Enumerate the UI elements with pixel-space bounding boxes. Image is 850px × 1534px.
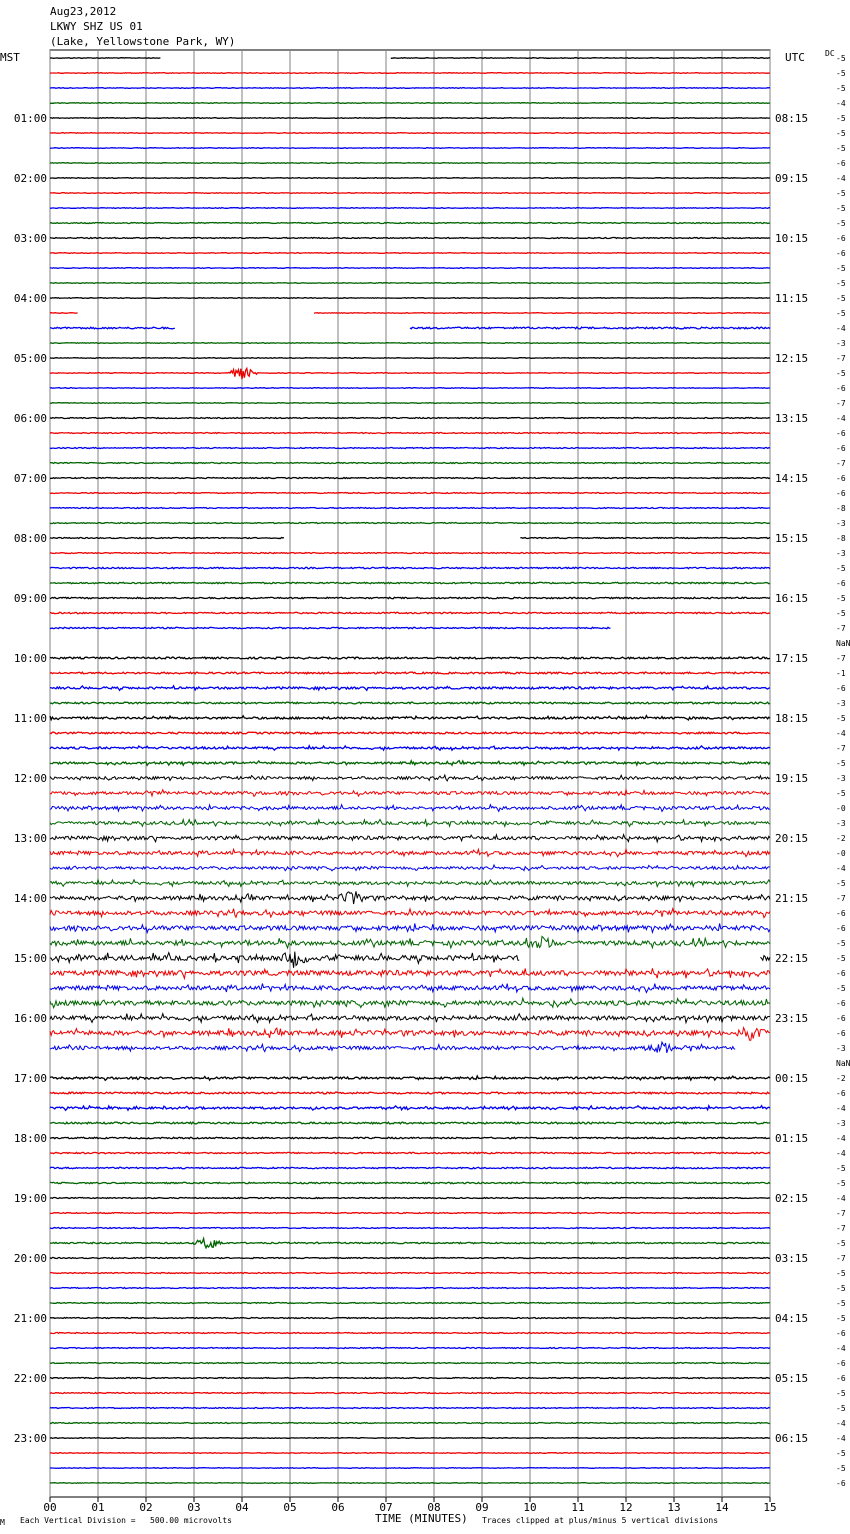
x-tick-label: 07 (379, 1501, 393, 1514)
trace-red (50, 1092, 770, 1094)
trace-green (50, 343, 770, 344)
left-hour-label: 13:00 (13, 832, 47, 845)
dc-offset-value: -5 (836, 1284, 846, 1293)
trace-black (50, 298, 770, 299)
x-tick-label: 02 (139, 1501, 153, 1514)
trace-black (50, 238, 770, 239)
dc-offset-value: -6 (836, 429, 846, 438)
right-hour-label: 05:15 (775, 1372, 809, 1385)
trace-black (50, 58, 160, 59)
x-tick-label: 00 (43, 1501, 57, 1514)
right-hour-label: 02:15 (775, 1192, 809, 1205)
trace-blue (50, 1167, 770, 1168)
dc-offset-value: NaN (836, 1059, 850, 1068)
trace-blue (50, 924, 770, 933)
trace-black (50, 1258, 770, 1259)
trace-black (50, 597, 770, 598)
dc-offset-value: -5 (836, 264, 846, 273)
trace-blue (50, 627, 610, 628)
trace-red (50, 1453, 770, 1454)
dc-offset-value: -4 (836, 1434, 846, 1443)
trace-red (50, 612, 770, 613)
trace-green (50, 1122, 770, 1124)
x-tick-label: 08 (427, 1501, 441, 1514)
dc-offset-value: -4 (836, 1149, 846, 1158)
left-hour-label: 18:00 (13, 1132, 47, 1145)
dc-offset-value: -5 (836, 309, 846, 318)
trace-green (50, 1182, 770, 1183)
right-hour-label: 15:15 (775, 532, 809, 545)
trace-green (50, 403, 770, 404)
dc-offset-value: -7 (836, 1254, 846, 1263)
dc-offset-value: -7 (836, 399, 846, 408)
right-hour-label: 14:15 (775, 472, 809, 485)
dc-offset-value: -5 (836, 294, 846, 303)
dc-offset-value: -5 (836, 189, 846, 198)
trace-red (50, 493, 770, 494)
right-hour-label: 11:15 (775, 292, 809, 305)
trace-green (50, 998, 770, 1008)
trace-red (50, 849, 770, 856)
trace-black (50, 716, 770, 720)
left-hour-label: 09:00 (13, 592, 47, 605)
station-location: (Lake, Yellowstone Park, WY) (50, 35, 236, 48)
dc-offset-value: -6 (836, 444, 846, 453)
dc-offset-value: -5 (836, 84, 846, 93)
trace-black (50, 1438, 770, 1439)
trace-blue (50, 508, 770, 509)
trace-green (50, 702, 770, 704)
dc-offset-value: -7 (836, 894, 846, 903)
seismic-traces (50, 58, 770, 1484)
trace-green (50, 223, 770, 224)
x-tick-label: 09 (475, 1501, 489, 1514)
dc-offset-value: NaN (836, 639, 850, 648)
dc-offset-value: -4 (836, 99, 846, 108)
trace-blue (50, 208, 770, 209)
left-hour-label: 05:00 (13, 352, 47, 365)
right-hour-label: 22:15 (775, 952, 809, 965)
trace-green (50, 463, 770, 464)
trace-black (50, 478, 770, 479)
x-tick-label: 13 (667, 1501, 681, 1514)
dc-offset-value: -3 (836, 1119, 846, 1128)
dc-offset-value: -7 (836, 459, 846, 468)
trace-red (50, 1152, 770, 1153)
trace-red (50, 313, 78, 314)
right-hour-label: 08:15 (775, 112, 809, 125)
x-tick-label: 04 (235, 1501, 249, 1514)
trace-green (50, 820, 770, 827)
dc-offset-value: -6 (836, 1479, 846, 1488)
dc-offset-value: -4 (836, 414, 846, 423)
trace-blue (50, 567, 770, 568)
dc-offset-value: -5 (836, 129, 846, 138)
trace-black (520, 538, 770, 539)
trace-green (50, 1363, 770, 1364)
trace-blue (410, 327, 770, 329)
dc-offset-value: -5 (836, 714, 846, 723)
dc-offset-value: -7 (836, 354, 846, 363)
right-hour-label: 23:15 (775, 1012, 809, 1025)
trace-red (50, 1028, 770, 1041)
dc-offset-value: -5 (836, 69, 846, 78)
dc-offset-value: -6 (836, 579, 846, 588)
dc-offset-value: -6 (836, 1089, 846, 1098)
dc-offset-value: -8 (836, 534, 846, 543)
trace-red (50, 1333, 770, 1334)
dc-offset-value: -5 (836, 609, 846, 618)
left-hour-label: 17:00 (13, 1072, 47, 1085)
right-hour-label: 20:15 (775, 832, 809, 845)
dc-offset-value: -5 (836, 954, 846, 963)
dc-offset-value: -7 (836, 744, 846, 753)
right-timezone-label: UTC (785, 51, 805, 64)
dc-offset-value: -3 (836, 1044, 846, 1053)
x-tick-label: 14 (715, 1501, 729, 1514)
dc-offset-value: -4 (836, 1104, 846, 1113)
dc-offset-value: -6 (836, 1014, 846, 1023)
trace-blue (50, 984, 770, 993)
dc-offset-value: -5 (836, 54, 846, 63)
left-hour-label: 07:00 (13, 472, 47, 485)
trace-green (50, 1303, 770, 1304)
dc-offset-value: -5 (836, 1164, 846, 1173)
vertical-division-note: Each Vertical Division = 500.00 microvolts (20, 1516, 232, 1525)
trace-red (50, 968, 770, 978)
left-hour-label: 16:00 (13, 1012, 47, 1025)
trace-red (50, 909, 770, 918)
trace-red (50, 1273, 770, 1274)
trace-blue (50, 1468, 770, 1469)
dc-offset-value: -3 (836, 339, 846, 348)
trace-red (50, 73, 770, 74)
dc-offset-value: -5 (836, 144, 846, 153)
x-tick-label: 01 (91, 1501, 105, 1514)
dc-offset-value: -4 (836, 1344, 846, 1353)
trace-green (50, 880, 770, 887)
right-hour-label: 10:15 (775, 232, 809, 245)
trace-blue (50, 1348, 770, 1349)
trace-blue (50, 148, 770, 149)
trace-blue (50, 327, 175, 329)
trace-green (50, 1239, 770, 1248)
trace-green (50, 1483, 770, 1484)
dc-offset-value: -6 (836, 1374, 846, 1383)
left-hour-label: 02:00 (13, 172, 47, 185)
dc-offset-value: -3 (836, 549, 846, 558)
axis-labels (14, 54, 850, 1514)
trace-black (50, 1378, 770, 1379)
trace-blue (50, 1288, 770, 1289)
left-hour-label: 20:00 (13, 1252, 47, 1265)
dc-offset-value: -5 (836, 594, 846, 603)
right-hour-label: 03:15 (775, 1252, 809, 1265)
left-hour-label: 01:00 (13, 112, 47, 125)
dc-offset-value: -7 (836, 1224, 846, 1233)
trace-black (50, 1076, 770, 1080)
dc-offset-value: -6 (836, 909, 846, 918)
trace-black (50, 418, 770, 419)
x-tick-label: 03 (187, 1501, 201, 1514)
trace-blue (50, 805, 770, 812)
trace-black (50, 657, 770, 659)
dc-offset-value: -5 (836, 789, 846, 798)
trace-red (50, 553, 770, 554)
dc-offset-value: -6 (836, 234, 846, 243)
left-hour-label: 22:00 (13, 1372, 47, 1385)
left-hour-label: 15:00 (13, 952, 47, 965)
left-hour-label: 23:00 (13, 1432, 47, 1445)
trace-black (50, 1318, 770, 1319)
dc-offset-value: -5 (836, 759, 846, 768)
left-hour-label: 08:00 (13, 532, 47, 545)
dc-offset-value: -7 (836, 654, 846, 663)
dc-offset-value: -6 (836, 384, 846, 393)
dc-offset-value: -3 (836, 774, 846, 783)
trace-black (391, 58, 770, 59)
station-id: LKWY SHZ US 01 (50, 20, 143, 33)
left-timezone-label: MST (0, 51, 20, 64)
trace-black (50, 178, 770, 179)
dc-offset-value: -5 (836, 1239, 846, 1248)
dc-offset-value: -6 (836, 999, 846, 1008)
x-tick-label: 05 (283, 1501, 297, 1514)
dc-offset-value: -5 (836, 1389, 846, 1398)
trace-red (50, 1393, 770, 1394)
trace-black (50, 835, 770, 842)
left-hour-label: 19:00 (13, 1192, 47, 1205)
dc-offset-value: -3 (836, 699, 846, 708)
trace-black (50, 891, 770, 904)
trace-blue (50, 746, 770, 750)
dc-offset-value: -6 (836, 924, 846, 933)
x-tick-label: 10 (523, 1501, 537, 1514)
dc-offset-value: -6 (836, 969, 846, 978)
dc-offset-value: -6 (836, 684, 846, 693)
trace-red (50, 732, 770, 734)
trace-red (50, 193, 770, 194)
trace-blue (50, 865, 770, 871)
trace-green (50, 523, 770, 524)
dc-offset-value: -5 (836, 939, 846, 948)
dc-offset-value: -5 (836, 1314, 846, 1323)
left-hour-label: 21:00 (13, 1312, 47, 1325)
x-axis-title: TIME (MINUTES) (375, 1512, 468, 1525)
right-hour-label: 19:15 (775, 772, 809, 785)
trace-green (50, 582, 770, 583)
dc-offset-value: -5 (836, 1449, 846, 1458)
dc-offset-value: -3 (836, 819, 846, 828)
trace-blue (50, 1042, 735, 1053)
trace-black (50, 952, 519, 968)
trace-blue (50, 448, 770, 449)
dc-offset-value: -0 (836, 804, 846, 813)
left-hour-label: 10:00 (13, 652, 47, 665)
dc-offset-value: -5 (836, 984, 846, 993)
x-tick-label: 06 (331, 1501, 345, 1514)
dc-offset-value: -5 (836, 279, 846, 288)
dc-offset-value: -5 (836, 204, 846, 213)
dc-offset-value: -6 (836, 1359, 846, 1368)
dc-offset-value: -7 (836, 624, 846, 633)
left-hour-label: 03:00 (13, 232, 47, 245)
trace-black (50, 1137, 770, 1138)
dc-offset-value: -5 (836, 114, 846, 123)
dc-offset-value: -6 (836, 1329, 846, 1338)
trace-red (50, 1213, 770, 1214)
dc-offset-value: -1 (836, 669, 846, 678)
dc-offset-value: -4 (836, 729, 846, 738)
dc-offset-value: -5 (836, 1269, 846, 1278)
dc-offset-value: -5 (836, 879, 846, 888)
trace-green (50, 1423, 770, 1424)
dc-offset-value: -4 (836, 1419, 846, 1428)
dc-offset-value: -5 (836, 1464, 846, 1473)
dc-offset-value: -2 (836, 1074, 846, 1083)
trace-black (760, 956, 770, 961)
trace-black (50, 538, 284, 539)
trace-blue (50, 1408, 770, 1409)
trace-red (50, 433, 770, 434)
right-hour-label: 18:15 (775, 712, 809, 725)
right-hour-label: 16:15 (775, 592, 809, 605)
x-tick-label: 15 (763, 1501, 777, 1514)
clip-note: Traces clipped at plus/minus 5 vertical divisions (482, 1516, 719, 1525)
plot-date: Aug23,2012 (50, 5, 117, 18)
right-hour-label: 12:15 (775, 352, 809, 365)
right-hour-label: 04:15 (775, 1312, 809, 1325)
trace-red (50, 790, 770, 797)
trace-green (50, 761, 770, 766)
dc-offset-value: -2 (836, 834, 846, 843)
trace-black (50, 1198, 770, 1199)
dc-offset-value: -4 (836, 864, 846, 873)
trace-black (50, 1014, 770, 1023)
dc-offset-value: -3 (836, 519, 846, 528)
dc-offset-value: -0 (836, 849, 846, 858)
trace-black (50, 358, 770, 359)
dc-offset-value: -5 (836, 219, 846, 228)
dc-offset-value: -6 (836, 249, 846, 258)
trace-green (50, 103, 770, 104)
trace-blue (50, 268, 770, 269)
trace-black (50, 775, 770, 781)
dc-offset-value: -6 (836, 1029, 846, 1038)
trace-blue (50, 686, 770, 691)
x-tick-label: 11 (571, 1501, 585, 1514)
trace-red (50, 133, 770, 134)
dc-offset-value: -5 (836, 1299, 846, 1308)
dc-offset-value: -7 (836, 1209, 846, 1218)
dc-offset-value: -4 (836, 1134, 846, 1143)
trace-green (50, 283, 770, 284)
dc-offset-value: -5 (836, 1404, 846, 1413)
trace-black (50, 118, 770, 119)
right-hour-label: 00:15 (775, 1072, 809, 1085)
dc-offset-value: -4 (836, 324, 846, 333)
right-hour-label: 13:15 (775, 412, 809, 425)
dc-offset-value: -8 (836, 504, 846, 513)
trace-blue (50, 388, 770, 389)
trace-red (50, 253, 770, 254)
left-hour-label: 12:00 (13, 772, 47, 785)
left-hour-label: 14:00 (13, 892, 47, 905)
dc-offset-value: -5 (836, 1179, 846, 1188)
trace-red (50, 368, 770, 379)
dc-offset-value: -6 (836, 474, 846, 483)
trace-blue (50, 1228, 770, 1229)
dc-offset-value: -6 (836, 489, 846, 498)
right-hour-label: 06:15 (775, 1432, 809, 1445)
right-hour-label: 17:15 (775, 652, 809, 665)
trace-red (314, 313, 770, 314)
logo-mark: M (0, 1518, 5, 1527)
dc-offset-value: -4 (836, 174, 846, 183)
trace-green (50, 936, 770, 948)
dc-offset-value: -5 (836, 564, 846, 573)
dc-offset-value: -4 (836, 1194, 846, 1203)
trace-blue (50, 1106, 770, 1111)
right-hour-label: 09:15 (775, 172, 809, 185)
trace-blue (50, 88, 770, 89)
trace-red (50, 672, 770, 674)
left-hour-label: 11:00 (13, 712, 47, 725)
right-hour-label: 01:15 (775, 1132, 809, 1145)
dc-offset-value: -6 (836, 159, 846, 168)
x-tick-label: 12 (619, 1501, 633, 1514)
left-hour-label: 04:00 (13, 292, 47, 305)
dc-offset-header: DC (825, 49, 835, 58)
trace-green (50, 163, 770, 164)
right-hour-label: 21:15 (775, 892, 809, 905)
left-hour-label: 06:00 (13, 412, 47, 425)
plot-frame (50, 50, 770, 1497)
dc-offset-value: -5 (836, 369, 846, 378)
